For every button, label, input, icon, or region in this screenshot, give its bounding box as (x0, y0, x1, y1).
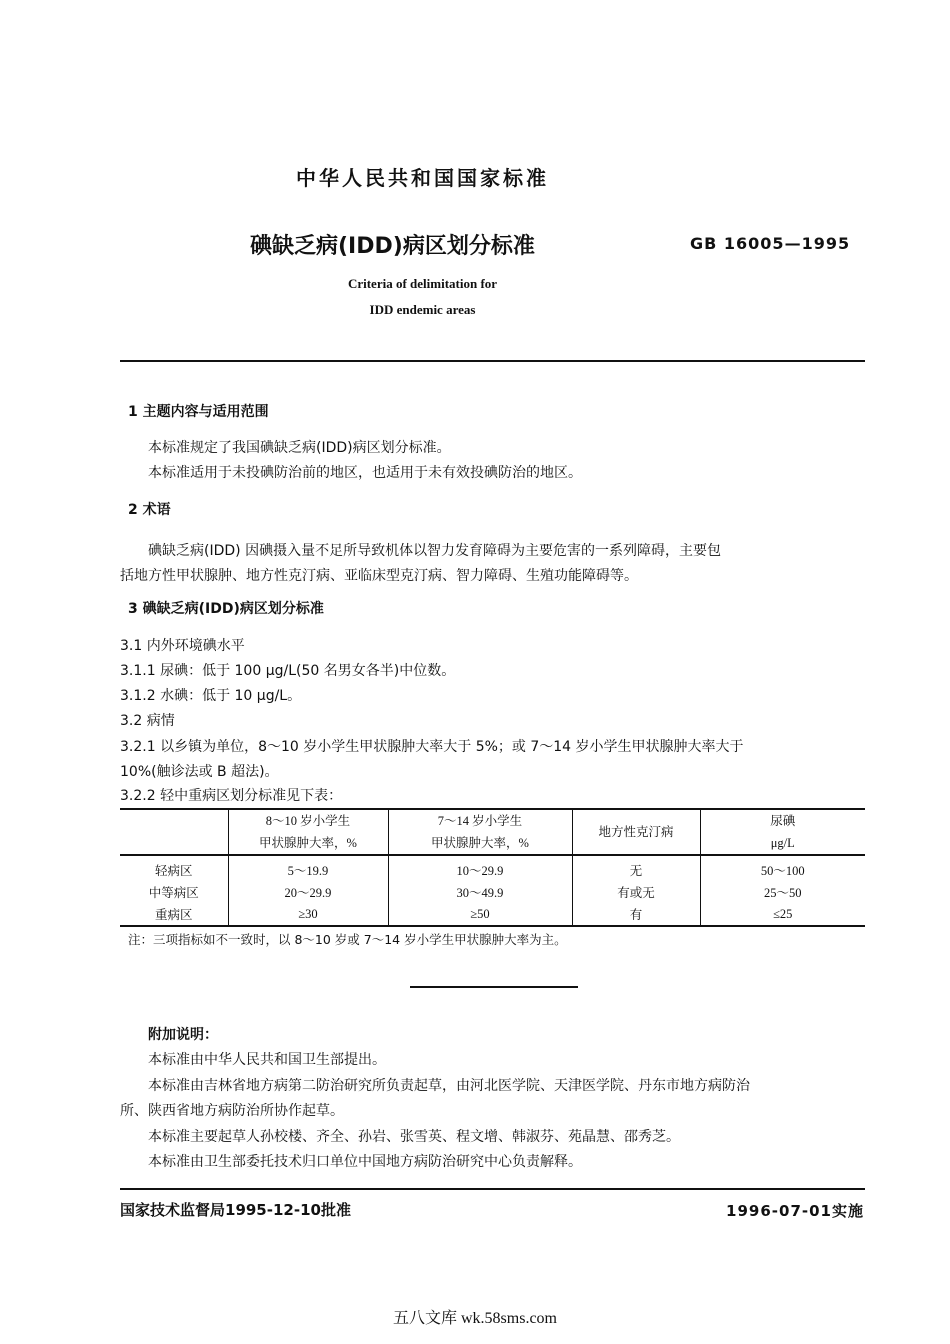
clause-3-2-1-cont: 10%(触诊法或 B 超法)。 (120, 764, 279, 780)
table-cell: 50～100 (700, 855, 865, 881)
appendix-title: 附加说明： (148, 1027, 218, 1043)
paragraph: 括地方性甲状腺肿、地方性克汀病、亚临床型克汀病、智力障碍、生殖功能障碍等。 (120, 568, 638, 584)
clause-3-2-2: 3.2.2 轻中重病区划分标准见下表： (120, 788, 343, 804)
table-header: 尿碘 (700, 809, 865, 832)
table-cell: ≤25 (700, 903, 865, 926)
standard-number: GB 16005—1995 (690, 234, 851, 253)
table-header (120, 809, 228, 855)
section-3-title: 3 碘缺乏病(IDD)病区划分标准 (128, 601, 324, 617)
paragraph: 本标准规定了我国碘缺乏病(IDD)病区划分标准。 (148, 440, 451, 456)
table-cell: 30～49.9 (388, 881, 572, 903)
effective-date: 1996-07-01实施 (726, 1202, 864, 1220)
paragraph: 本标准主要起草人孙校楼、齐全、孙岩、张雪英、程文增、韩淑芬、苑晶慧、邵秀芝。 (148, 1129, 680, 1145)
english-title-line2: IDD endemic areas (369, 302, 476, 317)
table-cell: 有 (572, 903, 700, 926)
paragraph: 本标准由吉林省地方病第二防治研究所负责起草，由河北医学院、天津医学院、丹东市地方病防治 (148, 1078, 750, 1094)
clause-3-1-2: 3.1.2 水碘：低于 10 μg/L。 (120, 688, 302, 704)
clause-3-1: 3.1 内外环境碘水平 (120, 638, 245, 654)
table-cell: 中等病区 (148, 886, 199, 900)
header-divider (120, 360, 865, 362)
paragraph: 碘缺乏病(IDD) 因碘摄入量不足所导致机体以智力发育障碍为主要危害的一系列障碍，主要包 (148, 543, 722, 559)
table-cell: ≥50 (388, 903, 572, 926)
table-header: μg/L (700, 832, 865, 855)
footer-divider (120, 1188, 865, 1190)
paragraph: 所、陕西省地方病防治所协作起草。 (120, 1103, 344, 1119)
section-1-title: 1 主题内容与适用范围 (128, 404, 269, 420)
table-header: 8～10 岁小学生 (228, 809, 388, 832)
section-2-title: 2 术语 (128, 502, 171, 518)
table-row (120, 855, 865, 881)
table-row (120, 903, 865, 926)
english-title-line1: Criteria of delimitation for (347, 276, 498, 291)
table-header-row (120, 809, 865, 832)
clause-3-2: 3.2 病情 (120, 713, 175, 729)
table-header: 甲状腺肿大率，% (388, 832, 572, 855)
table-note: 注：三项指标如不一致时，以 8～10 岁或 7～14 岁小学生甲状腺肿大率为主。 (128, 932, 567, 947)
table-cell: 20～29.9 (228, 881, 388, 903)
table-row (120, 881, 865, 903)
table-cell: 重病区 (154, 908, 193, 922)
table-header-row (120, 832, 865, 855)
table-cell: 25～50 (700, 881, 865, 903)
table-cell: 轻病区 (154, 864, 193, 878)
document-title: 碘缺乏病(IDD)病区划分标准 (250, 234, 535, 259)
paragraph: 本标准适用于未投碘防治前的地区，也适用于未有效投碘防治的地区。 (148, 465, 582, 481)
clause-3-1-1: 3.1.1 尿碘：低于 100 μg/L(50 名男女各半)中位数。 (120, 663, 456, 679)
table-cell: ≥30 (228, 903, 388, 926)
paragraph: 本标准由卫生部委托技术归口单位中国地方病防治研究中心负责解释。 (148, 1154, 582, 1170)
paragraph: 本标准由中华人民共和国卫生部提出。 (148, 1052, 386, 1068)
table-cell: 5～19.9 (228, 855, 388, 881)
clause-3-2-1: 3.2.1 以乡镇为单位，8～10 岁小学生甲状腺肿大率大于 5%；或 7～14 岁小学生甲状腺肿大率大于 (120, 739, 744, 755)
table-cell: 10～29.9 (388, 855, 572, 881)
table-cell: 有或无 (572, 881, 700, 903)
table-cell: 无 (572, 855, 700, 881)
approval-date: 国家技术监督局1995-12-10批准 (120, 1201, 351, 1219)
table-header: 7～14 岁小学生 (388, 809, 572, 832)
delimitation-table (120, 808, 865, 927)
end-divider (410, 986, 578, 988)
watermark: 五八文库 wk.58sms.com (392, 1310, 557, 1327)
table-header: 地方性克汀病 (572, 809, 700, 855)
national-standard-heading: 中华人民共和国国家标准 (296, 166, 549, 190)
table-header: 甲状腺肿大率，% (228, 832, 388, 855)
